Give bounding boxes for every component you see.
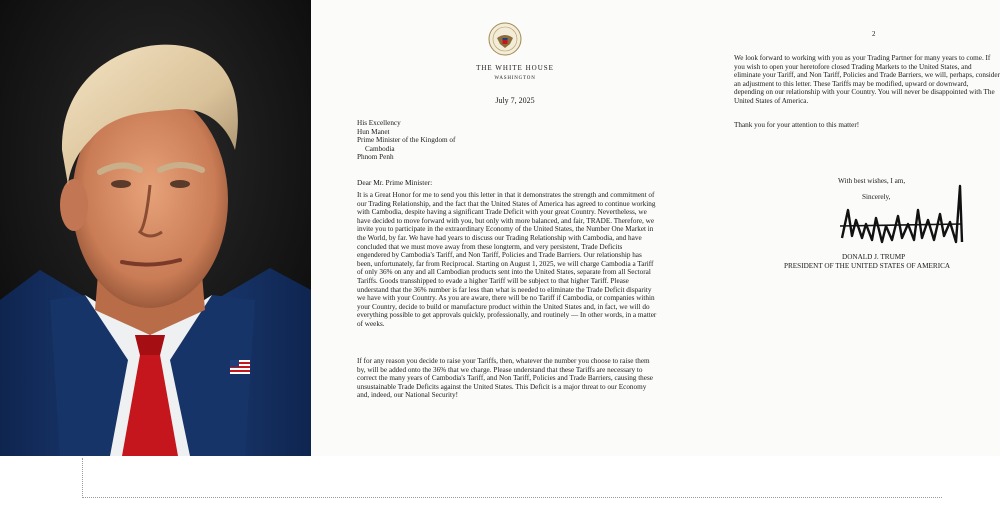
sincerely-line: Sincerely, <box>862 193 891 201</box>
salutation: Dear Mr. Prime Minister: <box>357 178 433 187</box>
thanks-line: Thank you for your attention to this matter! <box>734 121 860 129</box>
page-number: 2 <box>872 30 876 38</box>
recipient-line: Phnom Penh <box>357 153 394 162</box>
recipient-line: Prime Minister of the Kingdom of <box>357 136 456 145</box>
letterhead-title: THE WHITE HOUSE <box>476 64 554 72</box>
letter-paragraph: It is a Great Honor for me to send you this letter in that it demonstrates the strength and commitment of our Trading Relationship, and the fact that the United States of America has agreed to continue working with Cambodia, despite having a significant Trade Deficit with your great Country. Nevertheless, we have decided to move forward with you, but only with more balanced, and fair, TRADE. Therefore, we invite you to participate in the extraordinary Economy of the United States, the Number One Market in the World, by far. We have had years to discuss our Trading Relationship with Cambodia, and have concluded that we must move away from these longterm, and very persistent, Trade Deficits engendered by Cambodia's Tariff, and Non Tariff, Policies and Trade Barriers. Our relationship has been, unfortunately, far from Reciprocal. Starting on August 1, 2025, we will charge Cambodia a Tariff of only 36% on any and all Cambodian products sent into the United States, separate from all Sectoral Tariffs. Goods transshipped to evade a higher Tariff will be subject to that higher Tariff. Please understand that the 36% number is far less than what is needed to eliminate the Trade Deficit disparity we have with your Country. As you are aware, there will be no Tariff if Cambodia, or companies within your Country, decide to build or manufacture product within the United States and, in fact, we will do everything possible to get approvals quickly, professionally, and routinely — In other words, in a matter of weeks. <box>357 191 657 328</box>
portrait-photo <box>0 0 311 456</box>
signer-title: PRESIDENT OF THE UNITED STATES OF AMERICA <box>784 262 951 270</box>
recipient-line: Cambodia <box>365 144 395 153</box>
dotted-frame <box>82 458 942 498</box>
portrait-illustration <box>0 0 311 456</box>
presidential-seal-icon <box>488 22 522 56</box>
closing-line: With best wishes, I am, <box>838 177 906 185</box>
letter-paragraph: If for any reason you decide to raise your Tariffs, then, whatever the number you choose to raise them by, will be added onto the 36% that we charge. Please understand that these Tariffs are necessary to correct the many years of Cambodia's Tariff, and Non Tariff, Policies and Trade Barriers, causing these unsustainable Trade Deficits against the United States. This Deficit is a major threat to our Economy and, indeed, our National Security! <box>357 357 653 400</box>
signature-icon <box>838 180 966 250</box>
recipient-line: His Excellency <box>357 119 401 127</box>
letter-paragraph: We look forward to working with you as your Trading Partner for many years to come. If you wish to open your heretofore closed Trading Markets to the United States, and eliminate your Tariff, and Non Tariff, Policies and Trade Barriers, we will, perhaps, consider an adjustment to this letter. These Tariffs may be modified, upward or downward, depending on our relationship with your Country. You will never be disappointed with The United States of America. <box>734 54 1000 105</box>
recipient-address <box>357 119 455 162</box>
letterhead-subtitle: WASHINGTON <box>494 76 536 81</box>
letter-date: July 7, 2025 <box>495 96 535 105</box>
recipient-line: Hun Manet <box>357 127 390 136</box>
signer-name: DONALD J. TRUMP <box>842 253 906 261</box>
